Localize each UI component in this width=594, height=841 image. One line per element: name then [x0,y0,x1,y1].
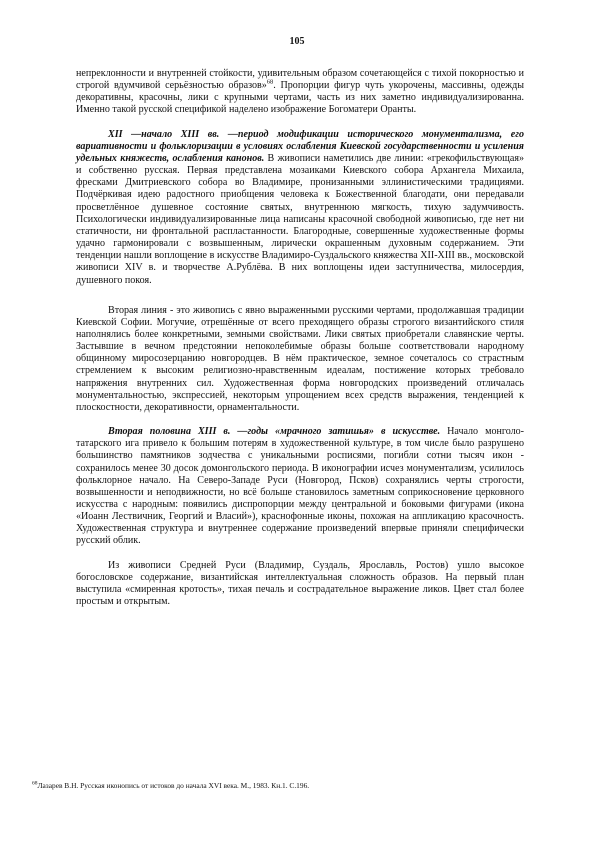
paragraph-5 [76,560,524,609]
paragraph-5-text: Из живописи Средней Руси (Владимир, Суздаль, Ярославль, Ростов) ушло высокое богословское содержание, византийская интеллектуальная сложность образов. На первый план выступила «смиренная кротость», тихая печаль и сострадательное выражение ликов. Цвет стал более простым и открытым. [76,559,524,608]
paragraph-2-text: В живописи наметились две линии: «грекофильствующая» и собственно русская. Первая представлена мозаиками Киевского собора Архангела Михаила, фресками Дмитриевского собора во Владимире, пронизанными эллинистическими традициями. Подчёркивая идею радостного приобщения человека к Божественной благодати, они передавали просветлённое душевное состояние святых, внутреннюю мягкость, тихую задумчивость. Психологически индивидуализированные лица написаны красочной свободной живописью, где нет ни статичности, ни фронтальной распластанности. Благородные, совершенные художественные формы удачно гармонировали с возвышенным, лирически окрашенным духовным содержанием. Эти тенденции нашли воплощение в искусстве Владимиро-Суздальского княжества XII-XIII вв., московской живописи XIV в. и творчестве А.Рублёва. В них воплощены идеи заступничества, милосердия, душевного покоя. [76,152,524,286]
footnote-reference[interactable]: 68 [266,78,274,86]
paragraph-4 [76,426,524,548]
footnote-mark: 68 [32,780,38,787]
section-heading-xii-xiii: XII —начало XIII вв. —период модификации исторического монументализма, его вариативности и фольклоризации в условиях ослабления Киевской государственности и усиления удельных княжеств, ослабления канонов. [76,128,524,164]
paragraph-1 [76,68,524,117]
paragraph-1-text-continued: . Пропорции фигур чуть укорочены, массивны, одежды декоративны, красочны, лики с крупными чертами, часть из них заметно индивидуализированна. Именно такой русской спецификой наделено изображение Богоматери Оранты. [76,80,524,116]
footnote [32,781,552,790]
paragraph-2 [76,129,524,287]
footnote-text: Лазарев В.Н. Русская иконопись от истоков до начала XVI века. М., 1983. Кн.1. С.196. [37,781,310,790]
paragraph-3 [76,305,524,414]
section-heading-second-half-xiii: Вторая половина XIII в. —годы «мрачного затишья» в искусстве. [108,426,441,438]
page-number: 105 [289,36,305,47]
paragraph-4-text: Начало монголо-татарского ига привело к большим потерям в художественной культуре, в том числе было разрушено большинство памятников зодчества с уникальными росписями, погибли сотни тысяч икон - сохранилось менее 30 досок домонгольского периода. В иконографии исчез монументализм, усилилось фольклорное начало. На Северо-Западе Руси (Новгород, Псков) сохранялись черты строгости, возвышенности и неподвижности, но всё больше становилось заметным соприкосновение церковного искусства с народным: появились диспропорции между центральной и боковыми фигурами (икона «Иоанн Лествичник, Георгий и Власий»), краснофонные иконы, похожая на аппликацию красочность. Художественная структура и внутреннее содержание произведений впервые приняли специфически русский облик. [76,426,524,547]
body-text [76,68,524,608]
paragraph-1-text: непреклонности и внутренней стойкости, удивительным образом сочетающейся с тихой покорностью и строгой вдумчивой серьёзностью образов» [76,68,524,92]
paragraph-3-text: Вторая линия - это живопись с явно выраженными русскими чертами, продолжавшая традиции Киевской Софии. Могучие, отрешённые от всего преходящего образы строгого византийского стиля наполнялись более конкретными, земными свойствами. Лики святых приобретали славянские черты. Застывшие в вечном предстоянии непоколебимые образы больше соответствовали народному общинному миросозерцанию новгородцев. В нём практическое, земное сочеталось со страстным стремлением к высоким религиозно-нравственным идеалам, постижение которых требовало напряжения внутренних сил. Художественная форма новгородских произведений отличалась монументальностью, экспрессией, некоторым упрощением всех средств выражения, тенденцией к плоскостности, декоративности, орнаментальности. [76,304,524,413]
